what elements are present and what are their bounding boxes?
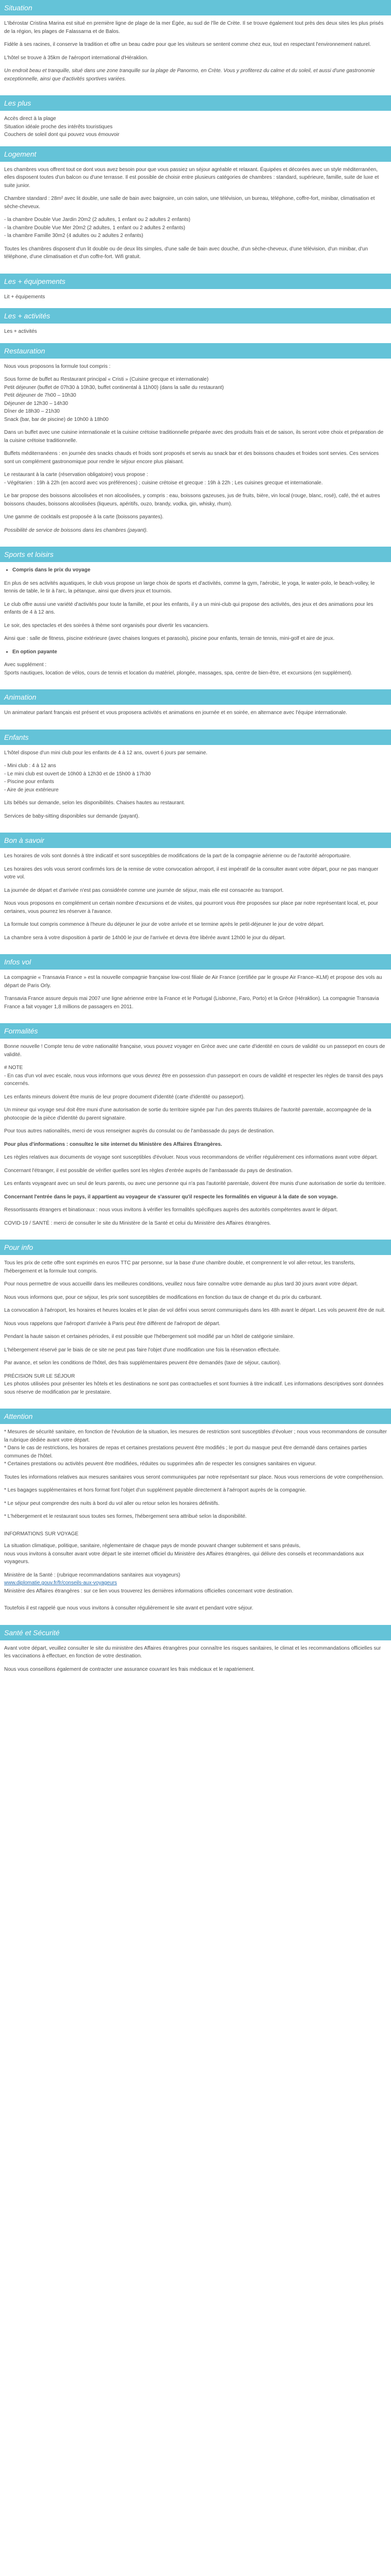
paragraph: Le bar propose des boissons alcoolisées et non alcoolisées, y compris : eau, boissons gazeuses, jus de fruits, bière, vin local (rouge, blanc, rosé), café, thé et autres boissons chaudes, boissons alcoolisées (liqueurs, apéritifs, ouzo, brandy, vodka, gin, whisky, rhum). xyxy=(4,493,380,507)
list-item: Lit + équipements xyxy=(4,294,45,300)
paragraph: La formule tout compris commence à l'heure du déjeuner le jour de votre arrivée et se termine après le petit-déjeuner le jour de votre départ. xyxy=(4,922,324,927)
paragraph: * Mesures de sécurité sanitaire, en fonction de l'évolution de la situation, les mesures de restriction sont susceptibles d'évoluer ; nous vous recommandons de consulter la rubrique dédiée avant votre départ. xyxy=(4,1429,387,1443)
paragraph: Un animateur parlant français est présent et vous proposera activités et animations en journée et en soirée, en alternance avec l'équipe internationale. xyxy=(4,710,348,716)
section-situation xyxy=(0,0,391,95)
paragraph: Nous vous proposons en complément un certain nombre d'excursions et de visites, qui pourront vous être proposées sur place par notre représentant local, et, pour certaines, vous pourrez les réserver à l'avance. xyxy=(4,901,379,914)
section-sante xyxy=(0,1625,391,1686)
paragraph: INFORMATIONS SUR VOYAGE xyxy=(4,1531,79,1537)
paragraph: La journée de départ et d'arrivée n'est pas considérée comme une journée de séjour, mais elle est consacrée au transport. xyxy=(4,887,284,893)
section-animation xyxy=(0,689,391,730)
section-title: Formalités xyxy=(0,1023,391,1039)
paragraph: L'hébergement réservé par le biais de ce site ne peut pas faire l'objet d'une modification une fois la réservation effectuée. xyxy=(4,1347,281,1353)
paragraph: La situation climatique, politique, sanitaire, réglementaire de chaque pays de monde pouvant changer subitement et sans préavis, xyxy=(4,1543,301,1549)
section-equipements xyxy=(0,274,391,309)
paragraph: Pour nous permettre de vous accueillir dans les meilleures conditions, veuillez nous faire connaître votre demande au plus tard 30 jours avant votre départ. xyxy=(4,1281,358,1287)
section-activites xyxy=(0,308,391,343)
paragraph: Le club offre aussi une variété d'activités pour toute la famille, et pour les enfants, il y a un mini-club qui propose des activités, des jeux et des animations pour les enfants de 4 à 12 ans. xyxy=(4,601,373,615)
section-restauration xyxy=(0,343,391,547)
list-item: Snack (bar, bar de piscine) de 10h00 à 18h00 xyxy=(4,416,109,422)
paragraph: Le soir, des spectacles et des soirées à thème sont organisés pour divertir les vacanciers. xyxy=(4,622,209,629)
paragraph: Un mineur qui voyage seul doit être muni d'une autorisation de sortie du territoire signée par l'un des parents titulaires de l'autorité parentale, accompagnée de la photocopie de la pièce d'identité du parent signataire. xyxy=(4,1107,371,1121)
section-plus xyxy=(0,95,391,146)
paragraph: Lits bébés sur demande, selon les disponibilités. Chaises hautes au restaurant. xyxy=(4,800,185,806)
section-bon-a-savoir xyxy=(0,833,391,954)
list-item: - Piscine pour enfants xyxy=(4,779,54,785)
paragraph: - En cas d'un vol avec escale, nous vous informons que vous devrez être en possession d'un passeport en cours de validité et respecter les règles de transit des pays concernés. xyxy=(4,1073,383,1087)
section-sports xyxy=(0,547,391,689)
paragraph: Ministère de la Santé : (rubrique recommandations sanitaires aux voyageurs) xyxy=(4,1572,181,1578)
section-title: Les + activités xyxy=(0,308,391,324)
section-title: Infos vol xyxy=(0,954,391,970)
diplomatie-link[interactable]: www.diplomatie.gouv.fr/fr/conseils-aux-voyageurs xyxy=(4,1580,117,1586)
paragraph: Dans un buffet avec une cuisine internationale et la cuisine crétoise traditionnelle préparée avec des produits frais et de saison, ils seront votre choix et préparation de la cuisine crétoise traditionnelle. xyxy=(4,430,384,444)
paragraph: Le restaurant à la carte (réservation obligatoire) vous propose : xyxy=(4,472,149,478)
paragraph: Concernant l'entrée dans le pays, il appartient au voyageur de s'assurer qu'il respecte les formalités en vigueur à la date de son voyage. xyxy=(4,1194,338,1200)
paragraph: Les enfants voyageant avec un seul de leurs parents, ou avec une personne qui n'a pas l'autorité parentale, doivent être munis d'une autorisation de sortie du territoire. xyxy=(4,1181,386,1187)
paragraph: Toutes les informations relatives aux mesures sanitaires vous seront communiquées par notre représentant sur place. Nous vous remercions de votre compréhension. xyxy=(4,1474,384,1480)
list-item: - la chambre Double Vue Jardin 20m2 (2 adultes, 1 enfant ou 2 adultes 2 enfants) xyxy=(4,217,190,223)
paragraph: Possibilité de service de boissons dans les chambres (payant). xyxy=(4,527,148,533)
paragraph: Les règles relatives aux documents de voyage sont susceptibles d'évoluer. Nous vous recommandons de vérifier régulièrement ces informations avant votre départ. xyxy=(4,1155,378,1160)
paragraph: Les enfants mineurs doivent être munis de leur propre document d'identité (carte d'identité ou passeport). xyxy=(4,1094,245,1100)
section-title: Bon à savoir xyxy=(0,833,391,848)
list-item: Dîner de 18h30 – 21h30 xyxy=(4,409,60,414)
list-item: Petit déjeuner de 7h00 – 10h30 xyxy=(4,393,76,398)
paragraph: Toutefois il est rappelé que nous vous invitons à consulter régulièrement le site avant et pendant votre séjour. xyxy=(4,1605,254,1611)
section-title: Pour info xyxy=(0,1240,391,1255)
paragraph: L'hôtel se trouve à 35km de l'aéroport international d'Héraklion. xyxy=(4,55,149,61)
list-item: Avec supplément : xyxy=(4,662,47,668)
list-item: - Mini club : 4 à 12 ans xyxy=(4,763,56,769)
list-item: - Le mini club est ouvert de 10h00 à 12h30 et de 15h00 à 17h30 xyxy=(4,771,151,777)
paragraph: Les chambres vous offrent tout ce dont vous avez besoin pour que vous passiez un séjour agréable et relaxant. Équipées et décorées avec un style méditerranéen, elles disposent toutes d'un balcon ou d'une terrasse. Il est possible de choisir entre plusieurs catégories de chambres : standard, supérieure, famille, suite de luxe et suite junior. xyxy=(4,166,379,189)
paragraph: * Le séjour peut comprendre des nuits à bord du vol aller ou retour selon les horaires définitifs. xyxy=(4,1500,220,1506)
paragraph: Services de baby-sitting disponibles sur demande (payant). xyxy=(4,813,140,819)
section-title: Les + équipements xyxy=(0,274,391,289)
paragraph: Ressortissants étrangers et binationaux : nous vous invitons à vérifier les formalités spécifiques auprès des autorités compétentes avant le départ. xyxy=(4,1207,338,1213)
section-title: Sports et loisirs xyxy=(0,547,391,562)
paragraph: Nous vous informons que, pour ce séjour, les prix sont susceptibles de modifications en fonction du taux de change et du prix du carburant. xyxy=(4,1294,322,1300)
section-title: Situation xyxy=(0,0,391,15)
section-formalites xyxy=(0,1023,391,1240)
section-enfants xyxy=(0,730,391,833)
paragraph: Sous forme de buffet au Restaurant principal « Cristi » (Cuisine grecque et internationale) xyxy=(4,377,209,382)
paragraph: Nous vous rappelons que l'aéroport d'arrivée à Paris peut être différent de l'aéroport de départ. xyxy=(4,1320,221,1327)
list-item: Les + activités xyxy=(4,329,37,334)
list-item: Situation idéale proche des intérêts touristiques xyxy=(4,124,113,130)
subsection-heading: • Compris dans le prix du voyage xyxy=(12,566,387,574)
paragraph: Transavia France assure depuis mai 2007 une ligne aérienne entre la France et le Portugal (Lisbonne, Faro, Porto) et la Grèce (Héraklion). La compagnie Transavia France a fait voyager 1,8 millions de passagers en 2011. xyxy=(4,996,379,1010)
section-logement xyxy=(0,146,391,274)
section-title: Restauration xyxy=(0,343,391,359)
paragraph: Toutes les chambres disposent d'un lit double ou de deux lits simples, d'une salle de bain avec douche, d'un sèche-cheveux, d'une télévision, d'un minibar, d'un téléphone, d'une climatisation et d'un coffre-fort. Wifi gratuit. xyxy=(4,246,368,260)
paragraph: nous vous invitons à consulter avant votre départ le site internet officiel du Ministère des Affaires étrangères, qui délivre des conseils et recommandations aux voyageurs. xyxy=(4,1551,364,1565)
list-item: Petit déjeuner (buffet de 07h30 à 10h30, buffet continental à 11h00) (dans la salle du restaurant) xyxy=(4,384,224,391)
paragraph: Les horaires de vols sont donnés à titre indicatif et sont susceptibles de modifications de la part de la compagnie aérienne ou de l'autorité aéroportuaire. xyxy=(4,853,351,859)
paragraph: Tous les prix de cette offre sont exprimés en euros TTC par personne, sur la base d'une chambre double, et comprennent le vol aller-retour, les transferts, l'hébergement et la formule tout compris. xyxy=(4,1260,355,1274)
paragraph: COVID-19 / SANTÉ : merci de consulter le site du Ministère de la Santé et celui du Ministère des Affaires étrangères. xyxy=(4,1220,271,1226)
paragraph: Les horaires des vols vous seront confirmés lors de la remise de votre convocation aéroport, il est impératif de la consulter avant votre départ, pour ne pas manquer votre vol. xyxy=(4,866,379,880)
paragraph: * Les bagages supplémentaires et hors format font l'objet d'un supplément payable directement à l'aéroport auprès de la compagnie. xyxy=(4,1487,307,1493)
paragraph: Ainsi que : salle de fitness, piscine extérieure (avec chaises longues et parasols), piscine pour enfants, terrain de tennis, mini-golf et aire de jeux. xyxy=(4,636,335,641)
paragraph: Fidèle à ses racines, il conserve la tradition et offre un beau cadre pour que les visiteurs se sentent comme chez eux, tout en respectant l'environnement naturel. xyxy=(4,42,371,47)
section-title: Attention xyxy=(0,1409,391,1424)
section-title: Animation xyxy=(0,689,391,705)
paragraph: La convocation à l'aéroport, les horaires et heures locales et le plan de vol défini vous seront communiqués dans les 48h avant le départ. Les vols peuvent être de nuit. xyxy=(4,1308,386,1313)
section-infos-vol xyxy=(0,954,391,1023)
list-item: Accès direct à la plage xyxy=(4,116,56,122)
section-title: Logement xyxy=(0,146,391,162)
paragraph: L'hôtel dispose d'un mini club pour les enfants de 4 à 12 ans, ouvert 6 jours par semaine. xyxy=(4,750,208,756)
paragraph: Une gamme de cocktails est proposée à la carte (boissons payantes). xyxy=(4,514,164,520)
paragraph: La chambre sera à votre disposition à partir de 14h00 le jour de l'arrivée et devra être libérée avant 12h00 le jour du départ. xyxy=(4,935,286,941)
paragraph: Nous vous conseillons également de contracter une assurance couvrant les frais médicaux et le rapatriement. xyxy=(4,1666,255,1672)
paragraph: Avant votre départ, veuillez consulter le site du ministère des Affaires étrangères pour connaître les risques sanitaires, le climat et les recommandations officielles sur les vaccinations à effectuer, en fonction de votre destination. xyxy=(4,1645,381,1659)
section-pour-info xyxy=(0,1240,391,1409)
list-item: Couchers de soleil dont qui pouvez vous émouvoir xyxy=(4,132,120,138)
paragraph: Bonne nouvelle ! Compte tenu de votre nationalité française, vous pouvez voyager en Grèce avec une carte d'identité en cours de validité ou un passeport en cours de validité. xyxy=(4,1044,385,1058)
section-title: Enfants xyxy=(0,730,391,745)
paragraph: Buffets méditerranéens : en journée des snacks chauds et froids sont proposés et servis au snack bar et des boissons chaudes et froides sont servies. Ces services sont un complément gastronomique pour rendre le séjour encore plus plaisant. xyxy=(4,451,379,465)
section-attention xyxy=(0,1409,391,1625)
paragraph: PRÉCISION SUR LE SÉJOUR xyxy=(4,1373,75,1379)
paragraph: La compagnie « Transavia France » est la nouvelle compagnie française low-cost filiale de Air France (certifiée par le groupe Air France–KLM) et propose des vols au départ de Paris Orly. xyxy=(4,975,382,989)
paragraph: Nous vous proposons la formule tout compris : xyxy=(4,363,111,369)
list-item: - Végétarien : 19h à 22h (en accord avec vos préférences) ; cuisine crétoise et grecque : 19h à 22h ; Les cuisines grecque et internationale. xyxy=(4,480,323,486)
paragraph: Par avance, et selon les conditions de l'hôtel, des frais supplémentaires peuvent être demandés (taxe de séjour, caution). xyxy=(4,1360,281,1366)
paragraph: Les photos utilisées pour présenter les hôtels et les destinations ne sont pas contractuelles et sont fournies à titre indicatif. Les informations descriptives sont données sous réserve de modification par le prestataire. xyxy=(4,1381,384,1395)
paragraph: L'Ibérostar Cristina Marina est situé en première ligne de plage de la mer Égée, au sud de l'île de Crète. Il se trouve également tout près des deux sites les plus prisés de la région, les plages de Falassarna et de Balos. xyxy=(4,21,384,35)
list-item: - la chambre Famille 30m2 (4 adultes ou 2 adultes 2 enfants) xyxy=(4,233,143,239)
list-item: - la chambre Double Vue Mer 20m2 (2 adultes, 1 enfant ou 2 adultes 2 enfants) xyxy=(4,225,185,231)
paragraph: Chambre standard : 28m² avec lit double, une salle de bain avec baignoire, un coin salon, une télévision, un bureau, téléphone, coffre-fort, minibar, climatisation et sèche-cheveux. xyxy=(4,196,375,210)
section-title: Santé et Sécurité xyxy=(0,1625,391,1640)
paragraph: En plus de ses activités aquatiques, le club vous propose un large choix de sports et d'activités, comme la gym, l'aérobic, le yoga, le water-polo, le beach-volley, le tennis de table, le tir à l'arc, la pétanque, ainsi que divers jeux et tournois. xyxy=(4,580,375,594)
paragraph: Un endroit beau et tranquille, situé dans une zone tranquille sur la plage de Panormo, en Crète. Vous y profiterez du calme et du soleil, et aussi d'une gastronomie exceptionnelle, ainsi que d'activités sportives variées. xyxy=(4,68,375,82)
list-item: Déjeuner de 12h30 – 14h30 xyxy=(4,400,68,406)
paragraph: Pour plus d'informations : consultez le site internet du Ministère des Affaires Étrangères. xyxy=(4,1141,222,1147)
paragraph: Ministère des Affaires étrangères : sur ce lien vous trouverez les dernières informations officielles concernant votre destination. xyxy=(4,1588,294,1594)
paragraph: Pour tous autres nationalités, merci de vous renseigner auprès du consulat ou de l'ambassade du pays de destination. xyxy=(4,1128,274,1134)
paragraph: * Certaines prestations ou activités peuvent être modifiées, réduites ou supprimées afin de respecter les consignes sanitaires en vigueur. xyxy=(4,1461,317,1467)
list-item: - Aire de jeux extérieure xyxy=(4,787,59,793)
paragraph: Concernant l'étranger, il est possible de vérifier quelles sont les règles d'entrée auprès de l'ambassade du pays de destination. xyxy=(4,1167,293,1174)
paragraph: Pendant la haute saison et certaines périodes, il est possible que l'hébergement soit modifié par un hôtel de catégorie similaire. xyxy=(4,1334,295,1340)
paragraph: Sports nautiques, location de vélos, cours de tennis et location du matériel, plongée, massages, spa, centre de bien-être, et excursions (en supplément). xyxy=(4,670,352,676)
paragraph: # NOTE xyxy=(4,1065,23,1071)
paragraph: * Dans le cas de restrictions, les horaires de repas et certaines prestations peuvent être modifiés ; le port du masque peut être demandé dans certaines parties communes de l'hôtel. xyxy=(4,1445,367,1459)
paragraph: * L'hébergement et le restaurant sous toutes ses formes, l'hébergement sera attribué selon la disponibilité. xyxy=(4,1514,247,1519)
section-title: Les plus xyxy=(0,95,391,111)
subsection-heading: • En option payante xyxy=(12,648,387,656)
